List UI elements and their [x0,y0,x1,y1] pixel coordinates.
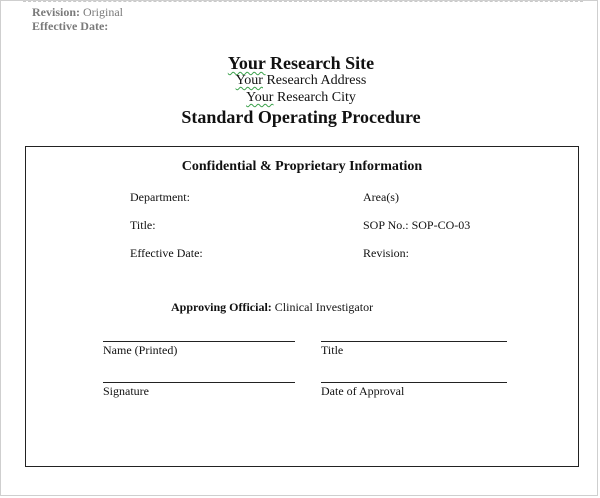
header-rule [23,1,583,3]
site-city-first-word: Your [246,90,274,105]
approving-official-value: Clinical Investigator [274,300,374,314]
site-address-rest: Research Address [262,73,367,88]
site-name [1,53,600,73]
areas-field: Area(s) [363,190,399,204]
revision-field: Revision: [363,246,410,260]
signature-line [103,382,295,383]
site-city-rest: Research City [273,90,356,105]
confidential-info-box [25,146,579,467]
header-revision [32,5,123,19]
site-name-rest: Research Site [265,53,375,73]
sop-number-field: SOP No.: SOP-CO-03 [363,218,471,232]
department-field: Department: [130,190,190,204]
header-revision-label: Revision: [32,5,80,19]
site-name-first-word: Your [227,53,266,73]
header-effective-date-label: Effective Date: [32,19,109,33]
name-printed-label: Name (Printed) [103,343,178,357]
title-field: Title: [130,218,156,232]
date-of-approval-line [321,382,507,383]
site-address-first-word: Your [235,73,263,88]
title-label: Title [321,343,344,357]
header-revision-value: Original [83,5,123,19]
title-line [321,341,507,342]
approving-official-label: Approving Official: [171,300,272,314]
date-of-approval-label: Date of Approval [321,384,405,398]
document-title: Standard Operating Procedure [181,107,421,127]
name-printed-line [103,341,295,342]
approving-official [171,300,373,314]
info-box-heading: Confidential & Proprietary Information [181,159,423,174]
effective-date-field: Effective Date: [130,246,203,260]
site-address [1,73,600,89]
site-city [1,90,600,106]
header-effective-date [32,19,108,33]
signature-label: Signature [103,384,149,398]
